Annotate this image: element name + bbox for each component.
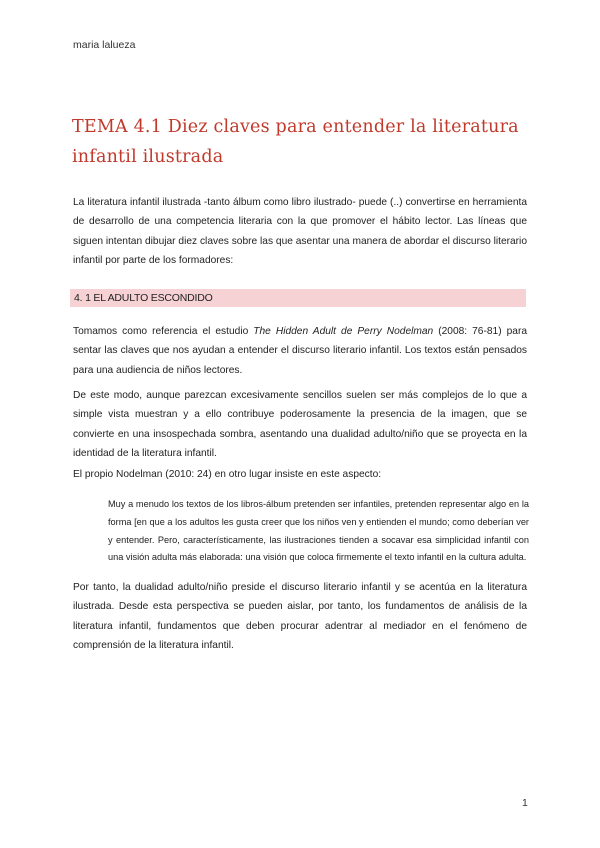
section-paragraph-1 — [73, 322, 527, 380]
page-number: 1 — [522, 797, 528, 809]
section-paragraph-2: De este modo, aunque parezcan excesivamente sencillos suelen ser más complejos de lo que a simple vista muestran y a ello contribuye poderosamente la presencia de la imagen, que se convierte en una insospechada sombra, asentando una dualidad adulto/niño que se proyecta en la identidad de la literatura infantil. — [73, 390, 527, 459]
block-quote: Muy a menudo los textos de los libros-álbum pretenden ser infantiles, pretenden representar algo en la forma [en que a los adultos les gusta creer que los niños ven y entienden el mundo; como deberían ver y entender. Pero, característicamente, las ilustraciones tienden a socavar esa simplicidad infantil con una visión adulta más elaborada: una visión que coloca firmemente el texto infantil en la cultura adulta. — [108, 499, 529, 563]
intro-paragraph: La literatura infantil ilustrada -tanto álbum como libro ilustrado- puede (..) convertirse en herramienta de desarrollo de una competencia literaria con la que promover el hábito lector. Las líneas que siguen intentan dibujar diez claves sobre las que asentar una manera de abordar el discurso literario infantil por parte de los formadores: — [73, 197, 527, 266]
paragraph-text: (2008: 76-81) para sentar las claves que nos ayudan a entender el discurso literario infantil. Los textos están pensados para una audiencia de niños lectores. — [73, 326, 527, 376]
paragraph-text: Tomamos como referencia el estudio — [73, 326, 254, 337]
page-title: TEMA 4.1 Diez claves para entender la literatura infantil ilustrada — [72, 116, 519, 167]
section-paragraph-4: Por tanto, la dualidad adulto/niño preside el discurso literario infantil y se acentúa en la literatura ilustrada. Desde esta perspectiva se pueden aislar, por tanto, los fundamentos de análisis de la literatura infantil, fundamentos que deben procurar adentrar al mediador en el fenómeno de comprensión de la literatura infantil. — [73, 582, 527, 651]
cited-work-title: The Hidden Adult de Perry Nodelman — [253, 326, 434, 337]
author-header: maria lalueza — [73, 39, 136, 51]
section-heading: 4. 1 EL ADULTO ESCONDIDO — [74, 292, 213, 304]
section-paragraph-3: El propio Nodelman (2010: 24) en otro lugar insiste en este aspecto: — [73, 469, 382, 480]
